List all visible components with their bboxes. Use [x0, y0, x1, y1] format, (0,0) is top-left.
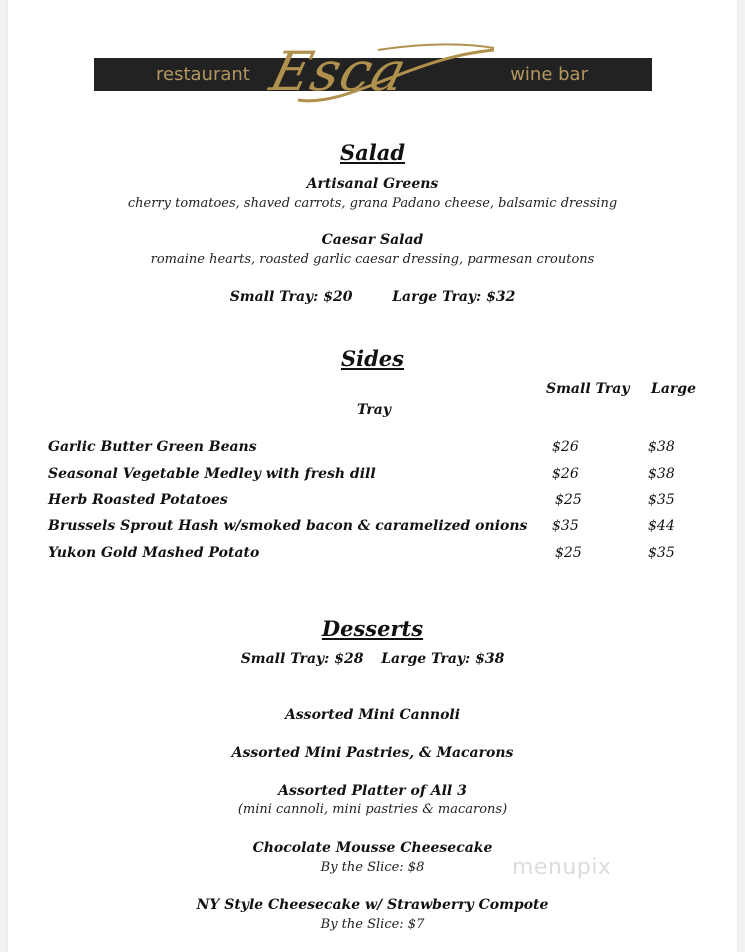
- side-item-name: Seasonal Vegetable Medley with fresh dill: [48, 466, 376, 482]
- logo-text: Esca: [264, 40, 414, 103]
- side-small-price: $26: [552, 439, 579, 455]
- side-large-price: $35: [648, 545, 675, 561]
- dessert-item-name: Assorted Mini Pastries, & Macarons: [231, 745, 514, 761]
- desserts-title: Desserts: [321, 616, 424, 641]
- side-large-price: $38: [648, 439, 675, 455]
- sides-title: Sides: [340, 346, 404, 371]
- side-large-price: $44: [648, 518, 675, 534]
- salad-large-price: Large Tray: $32: [392, 289, 516, 305]
- sides-row: [48, 545, 688, 567]
- sides-row: [48, 439, 688, 461]
- sides-col-small-tray: Small Tray: [546, 381, 630, 397]
- salad-item-desc: romaine hearts, roasted garlic caesar dressing, parmesan croutons: [150, 252, 595, 267]
- side-item-name: Herb Roasted Potatoes: [48, 492, 228, 508]
- side-small-price: $26: [552, 466, 579, 482]
- sides-col-large: Large: [651, 381, 696, 397]
- side-large-price: $38: [648, 466, 675, 482]
- sides-col-tray: Tray: [357, 402, 391, 418]
- salad-item-name: Caesar Salad: [321, 232, 424, 248]
- dessert-item-name: Assorted Platter of All 3: [278, 783, 467, 799]
- side-small-price: $25: [555, 492, 582, 508]
- salad-item-desc: cherry tomatoes, shaved carrots, grana Padano cheese, balsamic dressing: [127, 196, 618, 211]
- desserts-small-price: Small Tray: $28: [240, 651, 364, 667]
- sides-row: [48, 492, 688, 514]
- side-item-name: Yukon Gold Mashed Potato: [48, 545, 260, 561]
- dessert-item-name: Assorted Mini Cannoli: [284, 707, 461, 723]
- dessert-item-name: NY Style Cheesecake w/ Strawberry Compote: [196, 897, 549, 913]
- side-item-name: Garlic Butter Green Beans: [48, 439, 257, 455]
- side-small-price: $35: [552, 518, 579, 534]
- salad-small-price: Small Tray: $20: [229, 289, 353, 305]
- salad-title: Salad: [339, 140, 406, 165]
- side-small-price: $25: [555, 545, 582, 561]
- side-large-price: $35: [648, 492, 675, 508]
- side-item-name: Brussels Sprout Hash w/smoked bacon & caramelized onions: [48, 518, 528, 534]
- dessert-item-note: By the Slice: $8: [320, 860, 425, 875]
- banner-wine-bar-label: wine bar: [510, 64, 588, 85]
- dessert-item-note: (mini cannoli, mini pastries & macarons): [237, 802, 508, 817]
- salad-item-name: Artisanal Greens: [306, 176, 439, 192]
- esca-logo: [258, 38, 498, 112]
- sides-row: [48, 466, 688, 488]
- desserts-large-price: Large Tray: $38: [381, 651, 505, 667]
- menupix-watermark: menupix: [512, 855, 612, 880]
- dessert-item-note: By the Slice: $7: [320, 917, 425, 932]
- sides-row: [48, 518, 688, 540]
- desserts-price-line: [8, 651, 737, 667]
- banner-restaurant-label: restaurant: [156, 64, 250, 85]
- dessert-item-name: Chocolate Mousse Cheesecake: [252, 840, 493, 856]
- salad-price-line: [8, 289, 737, 305]
- menu-page: [8, 0, 737, 952]
